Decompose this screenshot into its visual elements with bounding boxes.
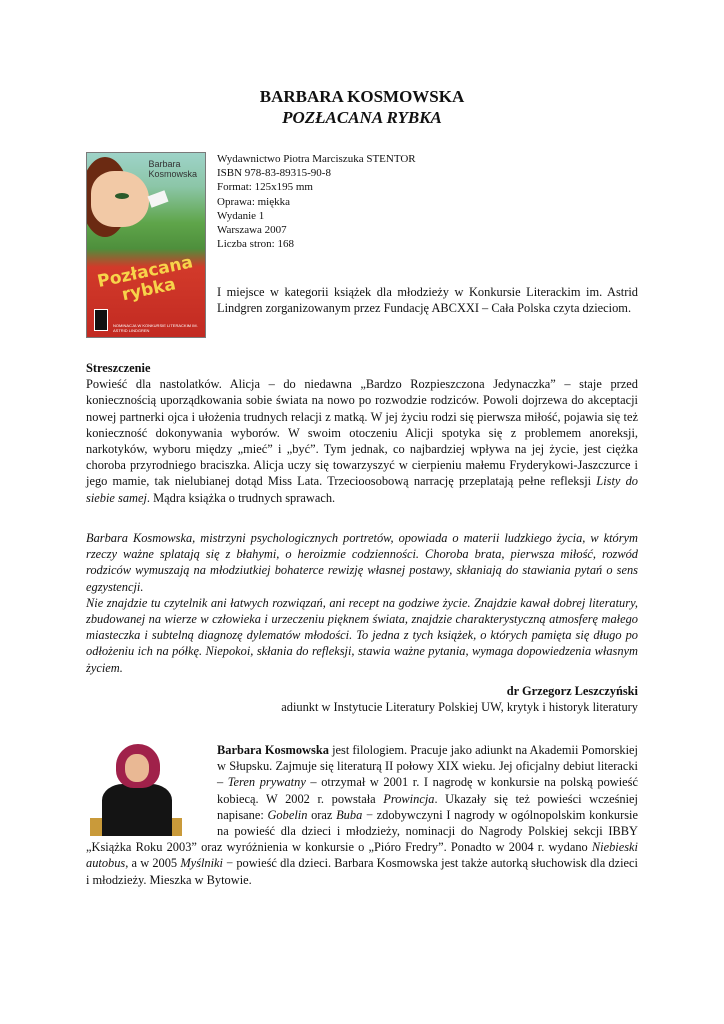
cover-face-shape bbox=[91, 171, 149, 227]
cover-eye-shape bbox=[115, 193, 129, 199]
publisher-logo bbox=[94, 309, 108, 331]
bio-text: jest filologiem. Pracuje jako adiunkt na Akademii Pomorskiej w Słupsku. Zajmuje się literaturą II połowy XIX wieku. Jej oficjalny debiut literacki – bbox=[217, 743, 638, 790]
summary-text-part: Powieść dla nastolatków. Alicja – do niedawna „Bardzo Rozpieszczona Jedynaczka” – staje przed koniecznością uporządkowania sobie świata na nowo po rozwodzie rodziców. Powoli dojrzewa do akceptacji nowej partnerki ojca i ułożenia trudnych relacji z matką. W jej życiu rodzi się pierwsza miłość, pojawia się też konieczność dokonywania wyborów. W swoim otoczeniu Alicji spotyka się z problemem anoreksji, narkotyków, wyboru między „mieć” i „być”. Tym jednak, co najbardziej wpływa na jej życie, jest ciężka choroba przyrodniego braciszka. Alicja uczy się towarzyszyć w cierpieniu małemu Fryderykowi-Jaszczurce i jego mamie, tak nielubianej dotąd Miss Lata. Trzecioosobową narrację przeplatają pełne refleksji bbox=[86, 377, 638, 489]
summary-heading: Streszczenie bbox=[86, 361, 151, 375]
detail-binding: Oprawa: miękka bbox=[217, 195, 290, 208]
bio-text: oraz bbox=[307, 807, 337, 822]
cover-author bbox=[148, 159, 197, 179]
detail-page-count: Liczba stron: 168 bbox=[217, 238, 294, 251]
detail-place-year: Warszawa 2007 bbox=[217, 224, 287, 237]
book-title-heading: POZŁACANA RYBKA bbox=[282, 108, 442, 127]
bio-author-name: Barbara Kosmowska bbox=[217, 743, 329, 757]
summary-italic-title: Listy do siebie samej bbox=[86, 474, 638, 505]
summary-text-end: . Mądra książka o trudnych sprawach. bbox=[146, 490, 336, 505]
bio-text: − powieść dla dzieci. Barbara Kosmowska jest także autorką słuchowisk dla dzieci i młodzieży. Mieszka w Bytowie. bbox=[86, 856, 639, 887]
bio-italic-title: Gobelin bbox=[267, 807, 308, 822]
bio-italic-title: Teren prywatny bbox=[227, 775, 306, 790]
detail-edition: Wydanie 1 bbox=[217, 209, 265, 222]
bio-text: – otrzymał w 2001 r. I nagrodę w konkursie na polską powieść kobiecą. W 2002 r. powstała bbox=[217, 775, 638, 806]
cover-author-line1: Barbara bbox=[148, 159, 181, 169]
bio-italic-title: Prowincja bbox=[383, 791, 435, 806]
reviewer-role: adiunkt w Instytucie Literatury Polskiej UW, krytyk i historyk literatury bbox=[281, 700, 638, 714]
detail-format: Format: 125x195 mm bbox=[217, 181, 313, 194]
detail-isbn: ISBN 978-83-89315-90-8 bbox=[217, 167, 331, 180]
bio-text: . Ukazały się też powieści wcześniej napisane: bbox=[217, 791, 638, 822]
review-section bbox=[86, 530, 638, 676]
review-paragraph: Nie znajdzie tu czytelnik ani łatwych rozwiązań, ani recept na godziwe życie. Znajdzie kawał dobrej literatury, zbudowanej na wierze w człowieka i urzeczeniu pięknem świata, znajdzie charakterystyczną atmosferę małego miasteczka i subtelną diagnozę dylematów młodości. To jedna z tych książek, o których pamięta się długo po odłożeniu ich na półkę. Niepokoi, skłania do refleksji, stawia ważne pytania, wymaga dopowiedzenia własnym życiem. bbox=[86, 595, 638, 675]
author-heading: BARBARA KOSMOWSKA bbox=[259, 87, 465, 106]
bio-italic-title: Buba bbox=[336, 807, 363, 822]
bio-text: , a w 2005 bbox=[125, 856, 181, 871]
cover-small-text: NOMINACJA W KONKURSIE LITERACKIM IM. ASTRID LINDGREN bbox=[113, 323, 198, 333]
bio-text: − zdobywczyni I nagrody w ogólnopolskim konkursie na powieść dla dzieci i młodzieży, nominacji do Nagrody Polskiej sekcji IBBY „Książka Roku 2003” oraz wyróżnienia w konkursie o „Pióro Fredry”. Ponadto w 2004 r. wydano bbox=[86, 807, 638, 855]
document-title bbox=[86, 86, 638, 128]
author-bio bbox=[86, 742, 638, 888]
cover-author-line2: Kosmowska bbox=[148, 169, 197, 179]
award-note: I miejsce w kategorii książek dla młodzieży w Konkursie Literackim im. Astrid Lindgren zorganizowanym przez Fundację ABCXXI – Cała Polska czyta dzieciom. bbox=[217, 285, 638, 315]
publication-details bbox=[217, 152, 416, 251]
bio-italic-title: Myślniki bbox=[180, 856, 223, 871]
detail-publisher: Wydawnictwo Piotra Marciszuka STENTOR bbox=[217, 153, 416, 165]
cover-title: Pozłacana rybka bbox=[95, 252, 195, 306]
reviewer-name: dr Grzegorz Leszczyński bbox=[506, 684, 638, 698]
bio-italic-title: Niebieski autobus bbox=[86, 840, 638, 871]
book-cover-image bbox=[86, 152, 206, 338]
photo-wrap-spacer bbox=[86, 742, 217, 838]
summary-section bbox=[86, 360, 638, 506]
summary-text bbox=[86, 376, 638, 506]
review-paragraph: Barbara Kosmowska, mistrzyni psychologicznych portretów, opowiada o materii ludzkiego życia, w którym rzeczy ważne splatają się z błahymi, o heroizmie codzienności. Choroba brata, pierwsza miłość, rozwód rodziców wymuszają na młodziutkiej bohaterce rewizję własnej postawy, skłaniają do stawiania pytań o sens egzystencji. bbox=[86, 531, 638, 594]
cover-paper-fish-shape bbox=[147, 190, 168, 207]
